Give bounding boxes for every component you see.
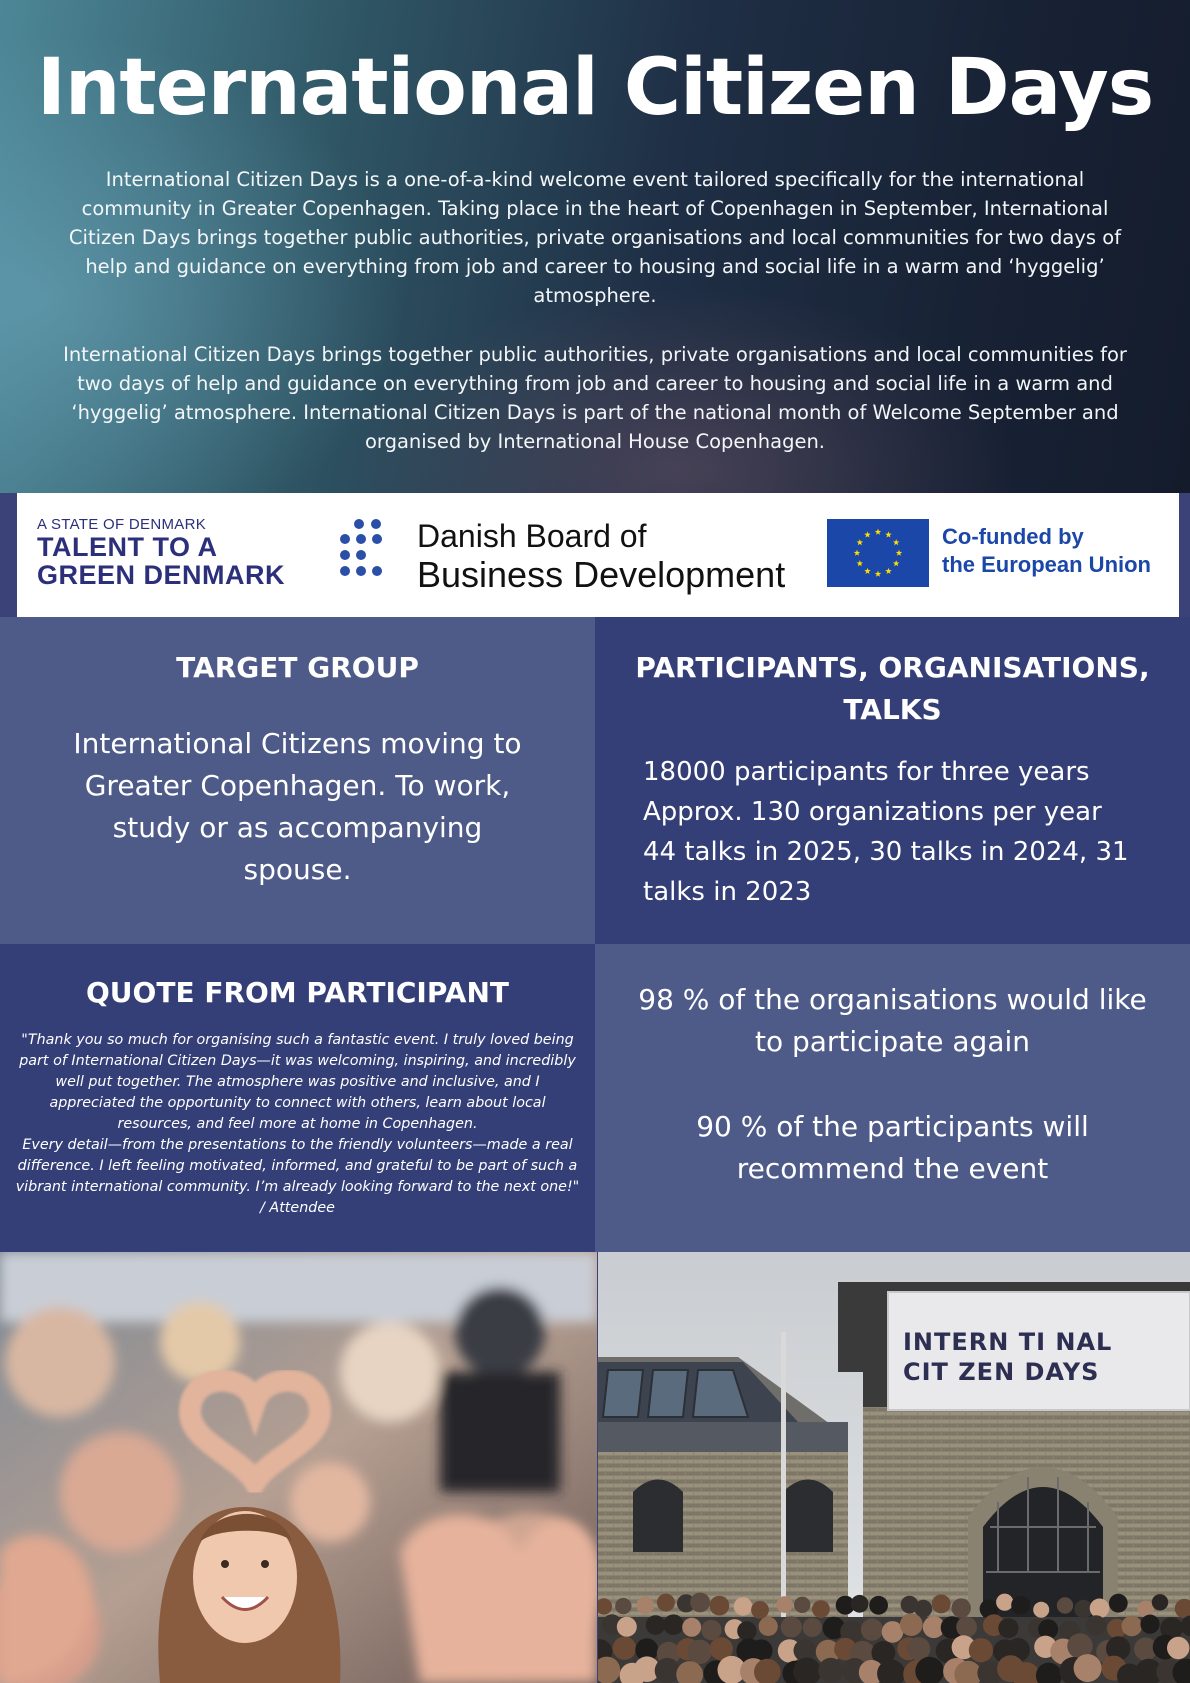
crowd-person-icon — [759, 1617, 778, 1636]
talent-logo-line-1: TALENT TO A — [37, 532, 218, 562]
crowd-person-icon — [657, 1594, 675, 1612]
participants-list — [643, 752, 1163, 912]
crowd-person-icon — [781, 1616, 802, 1637]
crowd-person-icon — [907, 1637, 930, 1660]
crowd-person-icon — [969, 1638, 993, 1662]
crowd-person-icon — [1140, 1615, 1159, 1634]
quote-panel — [0, 944, 595, 1252]
participants-panel — [595, 617, 1190, 944]
crowd-person-icon — [996, 1594, 1013, 1611]
crowd-person-icon — [1122, 1616, 1143, 1637]
quote-heading: QUOTE FROM PARTICIPANT — [86, 976, 509, 1009]
banner-line-2: CIT ZEN DAYS — [903, 1358, 1100, 1386]
crowd-person-icon — [737, 1621, 756, 1640]
crowd-person-icon — [1167, 1637, 1189, 1659]
talent-green-denmark-logo — [37, 517, 285, 589]
crowd-person-icon — [851, 1595, 869, 1613]
crowd-person-icon — [690, 1593, 710, 1613]
crowd-person-icon — [998, 1618, 1018, 1638]
eu-cofunded-logo — [942, 523, 1151, 579]
page-title: International Citizen Days — [36, 43, 1154, 133]
crowd-person-icon — [710, 1596, 730, 1616]
header-banner — [0, 0, 1190, 493]
target-group-panel — [0, 617, 595, 944]
stats-panel — [595, 944, 1190, 1252]
crowd-person-icon — [734, 1597, 753, 1616]
crowd-person-icon — [794, 1597, 810, 1613]
crowd-person-icon — [900, 1613, 923, 1636]
banner-line-1: INTERN TI NAL — [903, 1328, 1113, 1356]
board-logo-line-2: Business Development — [417, 554, 786, 595]
crowd-person-icon — [956, 1617, 977, 1638]
crowd-person-icon — [812, 1600, 830, 1618]
eu-logo-line-2: the European Union — [942, 552, 1151, 577]
eu-logo-line-1: Co-funded by — [942, 524, 1084, 549]
crowd-person-icon — [861, 1619, 883, 1641]
list-item: 18000 participants for three years — [643, 757, 1090, 787]
eu-flag-icon — [827, 519, 929, 587]
crowd-hearts-photo — [0, 1252, 597, 1683]
organisations-stat: 98 % of the organisations would like to participate again — [638, 983, 1147, 1058]
crowd-person-icon — [1090, 1599, 1110, 1619]
crowd-person-icon — [818, 1658, 843, 1683]
talent-logo-line-2: GREEN DENMARK — [37, 560, 286, 590]
participant-quote: "Thank you so much for organising such a fantastic event. I truly loved being part of International Citizen Days—it was welcoming, inspiring, and incredibly well put together. The atmosphere was positive and inclusive, and I appreciated the opportunity to connect with others, learn about local resources, and feel more at home in Copenhagen. Every detail—from the presentations to the friendly volunteers—made a real difference. I left feeling motivated, informed, and grateful to be part of such a vibrant international community. I’m already looking forward to the next one!" / Attendee — [15, 1032, 580, 1216]
intro-paragraph-1: International Citizen Days is a one-of-a-kind welcome event tailored specifically for the international community in Greater Copenhagen. Taking place in the heart of Copenhagen in September, International Citizen Days brings together public authorities, private organisations and local communities for two days of help and guidance on everything from job and career to housing and social life in a warm and ‘hyggelig’ atmosphere. — [68, 168, 1122, 307]
crowd-person-icon — [1109, 1594, 1128, 1613]
crowd-person-icon — [617, 1617, 637, 1637]
crowd-person-icon — [682, 1618, 701, 1637]
crowd-person-icon — [646, 1615, 666, 1635]
crowd-person-icon — [615, 1598, 631, 1614]
crowd-person-icon — [1057, 1597, 1073, 1613]
talent-logo-tagline: A STATE OF DENMARK — [37, 516, 207, 533]
crowd-person-icon — [776, 1596, 793, 1613]
target-group-heading: TARGET GROUP — [176, 651, 419, 684]
crowd-person-icon — [687, 1640, 711, 1664]
crowd-person-icon — [637, 1597, 654, 1614]
crowd-person-icon — [869, 1596, 888, 1615]
crowd-person-icon — [1033, 1602, 1049, 1618]
partner-logos — [17, 493, 1179, 617]
list-item: Approx. 130 organizations per year — [643, 797, 1102, 827]
crowd-person-icon — [1011, 1596, 1030, 1615]
crowd-person-icon — [655, 1658, 680, 1683]
venue-building-photo — [598, 1252, 1190, 1683]
crowd-person-icon — [613, 1637, 636, 1660]
crowd-person-icon — [952, 1598, 971, 1617]
dot-grid-icon — [339, 517, 389, 587]
crowd-person-icon — [1086, 1615, 1106, 1635]
board-logo-line-1: Danish Board of — [417, 518, 647, 554]
venue-building-illustration — [598, 1252, 1190, 1683]
target-group-text: International Citizens moving to Greater Copenhagen. To work, study or as accompanying spouse. — [73, 727, 522, 886]
participants-heading: PARTICIPANTS, ORGANISATIONS, TALKS — [635, 651, 1150, 726]
crowd-hearts-illustration — [0, 1252, 597, 1683]
crowd-person-icon — [701, 1620, 721, 1640]
crowd-person-icon — [1074, 1654, 1102, 1682]
participants-stat: 90 % of the participants will recommend the event — [696, 1110, 1089, 1185]
list-item: 44 talks in 2025, 30 talks in 2024, 31 talks in 2023 — [643, 837, 1129, 907]
flagpole — [781, 1332, 786, 1632]
crowd-person-icon — [932, 1594, 951, 1613]
crowd-person-icon — [663, 1614, 684, 1635]
crowd-person-icon — [803, 1618, 822, 1637]
crowd-person-icon — [751, 1601, 769, 1619]
crowd-person-icon — [1152, 1594, 1168, 1610]
intro-paragraph-2: International Citizen Days brings together public authorities, private organisations and local communities for two days of help and guidance on everything from job and career to housing and social life in a warm and ‘hyggelig’ atmosphere. International Citizen Days is part of the national month of Welcome September and organised by International House Copenhagen. — [63, 343, 1127, 453]
